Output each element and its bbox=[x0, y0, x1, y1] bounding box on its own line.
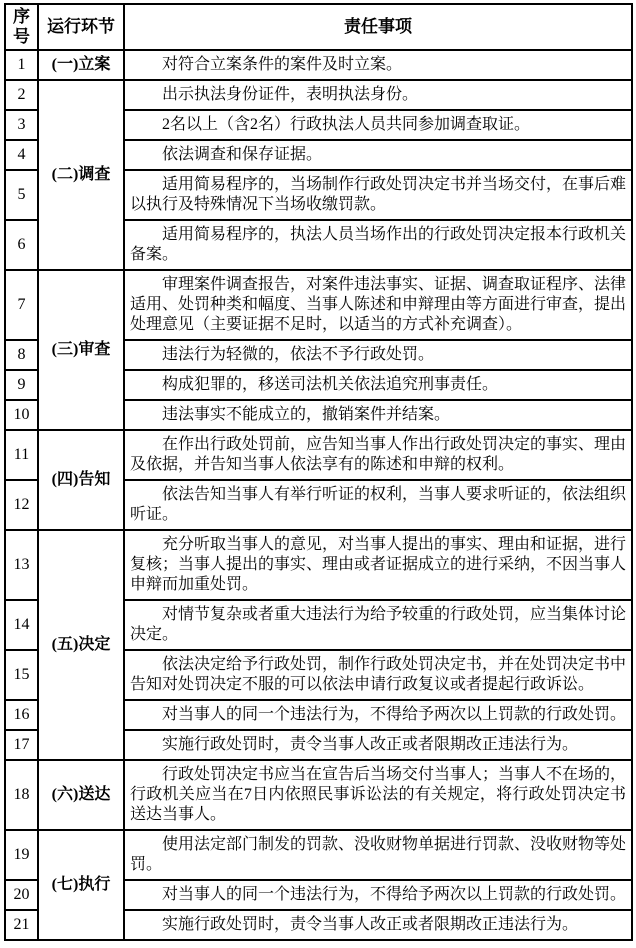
duty-text-cell bbox=[124, 530, 632, 600]
table-row bbox=[5, 50, 632, 80]
duty-text: 依法告知当事人有举行听证的权利，当事人要求听证的，依法组织听证。 bbox=[130, 486, 627, 523]
row-number: 18 bbox=[5, 760, 38, 830]
stage-label: (五)决定 bbox=[38, 530, 124, 760]
duty-text: 适用简易程序的，当场制作行政处罚决定书并当场交付，在事后难以执行及特殊情况下当场收缴罚款。 bbox=[130, 176, 627, 213]
duty-text: 对当事人的同一个违法行为，不得给予两次以上罚款的行政处罚。 bbox=[162, 706, 627, 723]
duty-text: 适用简易程序的，执法人员当场作出的行政处罚决定报本行政机关备案。 bbox=[130, 226, 627, 263]
table-row bbox=[5, 270, 632, 340]
table-body bbox=[5, 50, 632, 940]
duty-text-cell bbox=[124, 270, 632, 340]
duty-text-cell bbox=[124, 170, 632, 220]
table-row bbox=[5, 830, 632, 880]
row-number: 21 bbox=[5, 910, 38, 940]
header-责任事项: 责任事项 bbox=[124, 4, 632, 50]
duty-text-cell bbox=[124, 110, 632, 140]
duty-text-cell bbox=[124, 480, 632, 530]
table-row bbox=[5, 80, 632, 110]
duty-text: 依法决定给予行政处罚，制作行政处罚决定书，并在处罚决定书中告知对处罚决定不服的可以依法申请行政复议或者提起行政诉讼。 bbox=[130, 656, 627, 693]
duty-text: 出示执法身份证件，表明执法身份。 bbox=[162, 86, 419, 103]
duty-text-cell bbox=[124, 600, 632, 650]
row-number: 13 bbox=[5, 530, 38, 600]
row-number: 11 bbox=[5, 430, 38, 480]
row-number: 12 bbox=[5, 480, 38, 530]
duty-text-cell bbox=[124, 400, 632, 430]
duty-text: 对符合立案条件的案件及时立案。 bbox=[162, 56, 403, 73]
duty-text: 构成犯罪的，移送司法机关依法追究刑事责任。 bbox=[162, 376, 499, 393]
duty-text-cell bbox=[124, 220, 632, 270]
duty-text: 审理案件调查报告，对案件违法事实、证据、调查取证程序、法律适用、处罚种类和幅度、当事人陈述和申辩理由等方面进行审查，提出处理意见（主要证据不足时，以适当的方式补充调查）。 bbox=[130, 276, 627, 333]
duty-text: 实施行政处罚时，责令当事人改正或者限期改正违法行为。 bbox=[162, 736, 579, 753]
row-number: 7 bbox=[5, 270, 38, 340]
duty-text: 依法调查和保存证据。 bbox=[162, 146, 323, 163]
row-number: 16 bbox=[5, 700, 38, 730]
row-number: 10 bbox=[5, 400, 38, 430]
duty-text: 使用法定部门制发的罚款、没收财物单据进行罚款、没收财物等处罚。 bbox=[130, 836, 627, 873]
row-number: 5 bbox=[5, 170, 38, 220]
table-row bbox=[5, 530, 632, 600]
duty-text-cell bbox=[124, 140, 632, 170]
row-number: 2 bbox=[5, 80, 38, 110]
stage-label: (二)调查 bbox=[38, 80, 124, 270]
duty-text: 充分听取当事人的意见，对当事人提出的事实、理由和证据，进行复核；当事人提出的事实、理由或者证据成立的进行采纳，不因当事人申辩而加重处罚。 bbox=[130, 536, 627, 593]
duty-text: 2名以上（含2名）行政执法人员共同参加调查取证。 bbox=[162, 116, 531, 133]
row-number: 4 bbox=[5, 140, 38, 170]
table-row bbox=[5, 760, 632, 830]
header-运行环节: 运行环节 bbox=[38, 4, 124, 50]
duty-text-cell bbox=[124, 650, 632, 700]
stage-label: (七)执行 bbox=[38, 830, 124, 940]
duty-text-cell bbox=[124, 880, 632, 910]
row-number: 6 bbox=[5, 220, 38, 270]
row-number: 1 bbox=[5, 50, 38, 80]
row-number: 17 bbox=[5, 730, 38, 760]
duty-text: 在作出行政处罚前，应告知当事人作出行政处罚决定的事实、理由及依据，并告知当事人依法享有的陈述和申辩的权利。 bbox=[130, 436, 627, 473]
duty-text-cell bbox=[124, 730, 632, 760]
row-number: 14 bbox=[5, 600, 38, 650]
duty-text-cell bbox=[124, 80, 632, 110]
header-row bbox=[5, 4, 632, 50]
row-number: 19 bbox=[5, 830, 38, 880]
stage-label: (三)审查 bbox=[38, 270, 124, 430]
duty-text-cell bbox=[124, 910, 632, 940]
duty-text-cell bbox=[124, 340, 632, 370]
duty-text: 行政处罚决定书应当在宣告后当场交付当事人；当事人不在场的，行政机关应当在7日内依照民事诉讼法的有关规定，将行政处罚决定书送达当事人。 bbox=[130, 766, 627, 823]
row-number: 8 bbox=[5, 340, 38, 370]
duty-text-cell bbox=[124, 370, 632, 400]
duty-text-cell bbox=[124, 430, 632, 480]
duty-text: 对当事人的同一个违法行为，不得给予两次以上罚款的行政处罚。 bbox=[162, 886, 627, 903]
duty-text-cell bbox=[124, 760, 632, 830]
responsibility-table bbox=[4, 3, 633, 941]
header-序号: 序号 bbox=[5, 4, 38, 50]
stage-label: (四)告知 bbox=[38, 430, 124, 530]
duty-text: 违法事实不能成立的，撤销案件并结案。 bbox=[162, 406, 451, 423]
stage-label: (一)立案 bbox=[38, 50, 124, 80]
row-number: 15 bbox=[5, 650, 38, 700]
duty-text-cell bbox=[124, 700, 632, 730]
duty-text-cell bbox=[124, 50, 632, 80]
row-number: 9 bbox=[5, 370, 38, 400]
duty-text: 违法行为轻微的，依法不予行政处罚。 bbox=[162, 346, 435, 363]
duty-text-cell bbox=[124, 830, 632, 880]
row-number: 20 bbox=[5, 880, 38, 910]
stage-label: (六)送达 bbox=[38, 760, 124, 830]
duty-text: 实施行政处罚时，责令当事人改正或者限期改正违法行为。 bbox=[162, 916, 579, 933]
duty-text: 对情节复杂或者重大违法行为给予较重的行政处罚，应当集体讨论决定。 bbox=[130, 606, 627, 643]
table-row bbox=[5, 430, 632, 480]
row-number: 3 bbox=[5, 110, 38, 140]
